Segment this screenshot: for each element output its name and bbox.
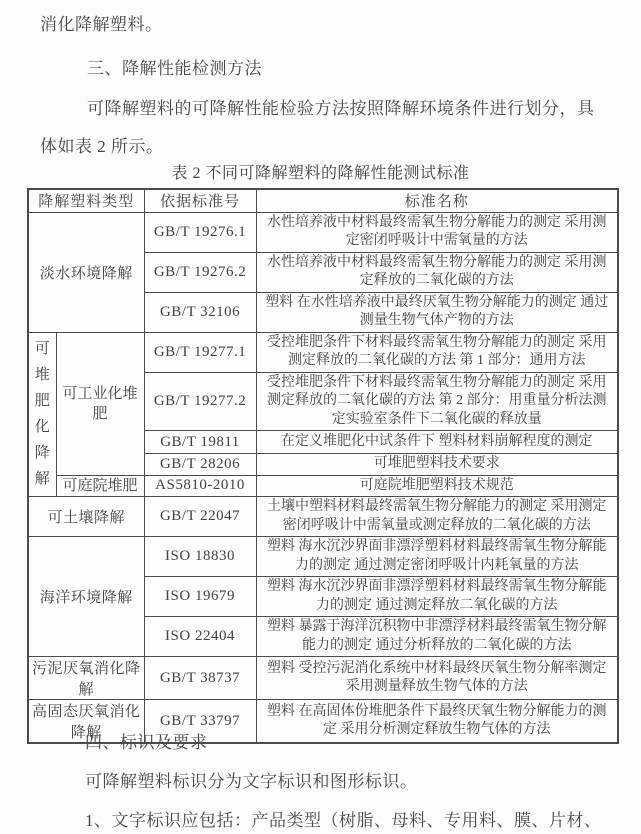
section3-paragraph-line2: 体如表 2 所示。	[40, 137, 164, 156]
section4-heading: 四、标识及要求	[85, 733, 208, 752]
standard-name: 在定义堆肥化中试条件下 塑料材料崩解程度的测定	[256, 431, 618, 454]
table-row	[28, 537, 618, 577]
standard-no: GB/T 33797	[144, 700, 256, 744]
type-compostable	[28, 332, 56, 497]
table-row	[28, 497, 618, 537]
standard-no: GB/T 19276.2	[144, 252, 256, 292]
table-row	[28, 212, 618, 252]
standard-name: 塑料 在高固体份堆肥条件下最终厌氧生物分解能力的测定 采用分析测定释放生物气体的方法	[256, 700, 618, 744]
section3-heading: 三、降解性能检测方法	[87, 59, 262, 78]
intro-line: 消化降解塑料。	[40, 15, 163, 34]
standard-no: GB/T 28206	[144, 454, 256, 476]
standard-name: 受控堆肥条件下材料最终需氧生物分解能力的测定 采用测定释放的二氧化碳的方法 第 1 部分：通用方法	[256, 332, 618, 372]
table-header-row	[28, 189, 618, 212]
table-row	[28, 657, 618, 700]
standard-name: 可庭院堆肥塑料技术规范	[256, 475, 618, 497]
table-row	[28, 332, 618, 372]
standard-name: 可堆肥塑料技术要求	[256, 454, 618, 476]
section4-paragraph-line1: 可降解塑料标识分为文字标识和图形标识。	[85, 772, 418, 791]
standard-name: 土壤中塑料材料最终需氧生物分解能力的测定 采用测定密闭呼吸计中需氧量或测定释放的二氧化碳的方法	[256, 497, 618, 537]
type-sludge: 污泥厌氧消化降解	[28, 657, 144, 700]
standard-no: GB/T 38737	[144, 657, 256, 700]
standard-name: 塑料 受控污泥消化系统中材料最终厌氧生物分解率测定 采用测量释放生物气体的方法	[256, 657, 618, 700]
standard-no: GB/T 22047	[144, 497, 256, 537]
subtype-garden-compost: 可庭院堆肥	[56, 475, 144, 497]
type-soil: 可土壤降解	[28, 497, 144, 537]
standard-name: 塑料 在水性培养液中最终厌氧生物分解能力的测定 通过测量生物气体产物的方法	[256, 292, 618, 332]
standard-no: GB/T 19277.1	[144, 332, 256, 372]
standard-no: GB/T 19276.1	[144, 212, 256, 252]
standard-name: 塑料 暴露于海洋沉积物中非漂浮材料最终需氧生物分解能力的测定 通过分析释放的二氧化碳的方法	[256, 617, 618, 657]
standard-no: AS5810-2010	[144, 475, 256, 497]
standard-name: 受控堆肥条件下材料最终需氧生物分解能力的测定 采用测定释放的二氧化碳的方法 第 2 部分：用重量分析法测定实验室条件下二氧化碳的释放量	[256, 372, 618, 431]
section4-paragraph-line2: 1、文字标识应包括：产品类型（树脂、母料、专用料、膜、片材、	[85, 811, 602, 830]
standard-no: ISO 18830	[144, 537, 256, 577]
header-standard-no: 依据标准号	[144, 189, 256, 212]
standard-no: ISO 22404	[144, 617, 256, 657]
section3-paragraph-line1: 可降解塑料的可降解性能检验方法按照降解环境条件进行划分，具	[87, 99, 595, 118]
standard-name: 水性培养液中材料最终需氧生物分解能力的测定 采用测定密闭呼吸计中需氧量的方法	[256, 212, 618, 252]
header-standard-name: 标准名称	[256, 189, 618, 212]
type-high-solids: 高固态厌氧消化降解	[28, 700, 144, 744]
standard-no: GB/T 19277.2	[144, 372, 256, 431]
table-caption: 表 2 不同可降解塑料的降解性能测试标准	[171, 165, 470, 182]
standard-no: GB/T 19811	[144, 431, 256, 454]
standard-name: 塑料 海水沉沙界面非漂浮塑料材料最终需氧生物分解能力的测定 通过测定密闭呼吸计内耗氧量的方法	[256, 537, 618, 577]
standards-table	[27, 188, 619, 744]
type-freshwater: 淡水环境降解	[28, 212, 144, 332]
standard-no: GB/T 32106	[144, 292, 256, 332]
table-row	[28, 475, 618, 497]
standard-name: 水性培养液中材料最终需氧生物分解能力的测定 采用测定释放的二氧化碳的方法	[256, 252, 618, 292]
type-marine: 海洋环境降解	[28, 537, 144, 657]
subtype-industrial-compost: 可工业化堆肥	[56, 332, 144, 475]
type-compostable-label: 可堆肥化降解	[34, 341, 50, 488]
header-type: 降解塑料类型	[28, 189, 144, 212]
standard-no: ISO 19679	[144, 577, 256, 617]
standard-name: 塑料 海水沉沙界面非漂浮塑料材料最终需氧生物分解能力的测定 通过测定释放二氧化碳的方法	[256, 577, 618, 617]
